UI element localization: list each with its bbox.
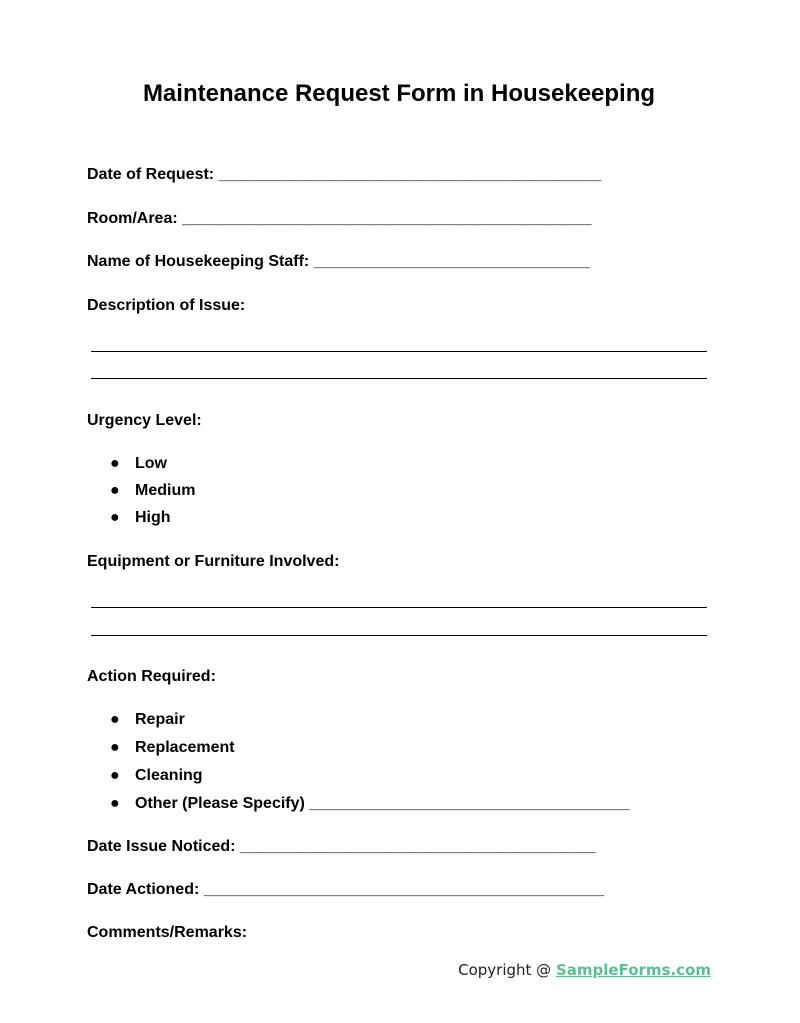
page-title: Maintenance Request Form in Housekeeping: [142, 80, 656, 107]
action-option-repair[interactable]: [110, 711, 630, 739]
bullet-icon: ●: [110, 509, 120, 526]
action-options-list: [110, 711, 630, 823]
description-line-1[interactable]: [91, 351, 707, 352]
bullet-icon: ●: [110, 739, 120, 756]
date-noticed-field[interactable]: [87, 838, 596, 856]
urgency-option-label: Low: [135, 455, 167, 472]
date-actioned-blank[interactable]: _____________________________________________: [203, 881, 605, 898]
staff-name-label: Name of Housekeeping Staff:: [87, 253, 310, 270]
bullet-icon: ●: [110, 767, 120, 784]
action-option-other[interactable]: [110, 795, 630, 823]
action-option-label: Replacement: [135, 739, 235, 756]
bullet-icon: ●: [110, 455, 120, 472]
date-actioned-field[interactable]: [87, 881, 604, 899]
sampleforms-link[interactable]: SampleForms.com: [555, 961, 711, 979]
urgency-option-medium[interactable]: [110, 482, 195, 509]
bullet-icon: ●: [110, 795, 120, 812]
date-actioned-label: Date Actioned:: [87, 881, 200, 898]
urgency-label: Urgency Level:: [87, 412, 202, 429]
urgency-options-list: [110, 455, 195, 536]
equipment-line-2[interactable]: [91, 635, 707, 636]
room-area-field[interactable]: [87, 210, 591, 228]
date-noticed-label: Date Issue Noticed:: [87, 838, 236, 855]
action-option-replacement[interactable]: [110, 739, 630, 767]
action-option-label: Repair: [135, 711, 185, 728]
staff-name-field[interactable]: [87, 253, 590, 271]
action-option-label: Other (Please Specify): [135, 795, 305, 812]
copyright-footer: [458, 961, 711, 979]
action-other-blank[interactable]: ____________________________________: [309, 795, 630, 812]
bullet-icon: ●: [110, 711, 120, 728]
date-noticed-blank[interactable]: ________________________________________: [239, 838, 596, 855]
urgency-option-label: High: [135, 509, 171, 526]
action-label: Action Required:: [87, 668, 216, 685]
staff-name-blank[interactable]: _______________________________: [313, 253, 590, 270]
date-of-request-blank[interactable]: ___________________________________________: [218, 166, 602, 183]
copyright-prefix: Copyright @: [458, 961, 556, 979]
equipment-line-1[interactable]: [91, 607, 707, 608]
description-label: Description of Issue:: [87, 297, 246, 314]
description-line-2[interactable]: [91, 378, 707, 379]
urgency-option-low[interactable]: [110, 455, 195, 482]
comments-label: Comments/Remarks:: [87, 924, 248, 941]
equipment-label: Equipment or Furniture Involved:: [87, 553, 340, 570]
date-of-request-field[interactable]: [87, 166, 601, 184]
room-area-label: Room/Area:: [87, 210, 178, 227]
action-option-label: Cleaning: [135, 767, 203, 784]
date-of-request-label: Date of Request:: [87, 166, 215, 183]
action-option-cleaning[interactable]: [110, 767, 630, 795]
bullet-icon: ●: [110, 482, 120, 499]
urgency-option-label: Medium: [135, 482, 196, 499]
room-area-blank[interactable]: ______________________________________________: [182, 210, 592, 227]
urgency-option-high[interactable]: [110, 509, 195, 536]
